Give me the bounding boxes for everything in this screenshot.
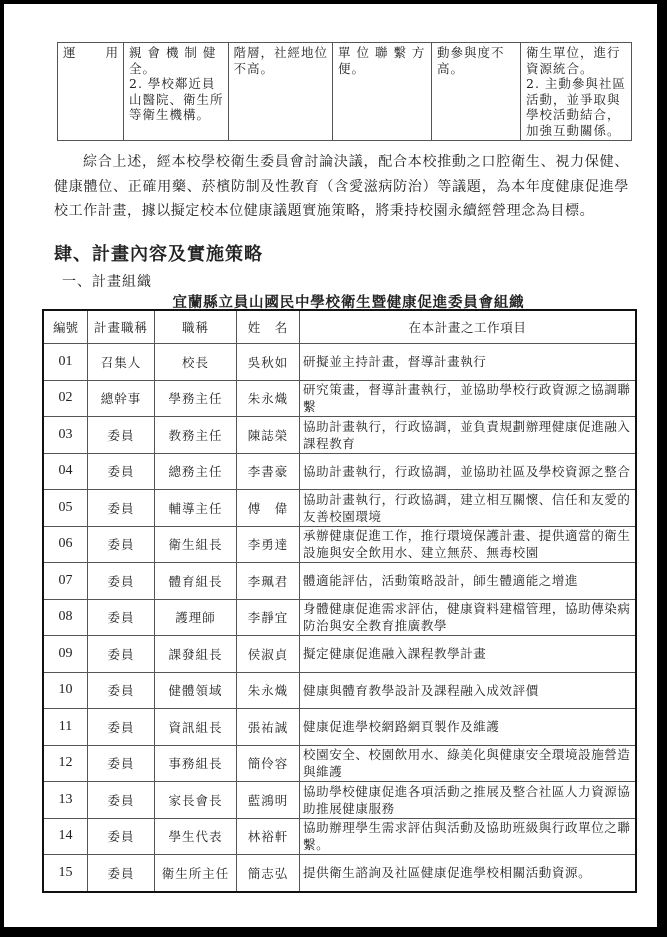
continuation-row [58, 43, 632, 141]
cell-line: 高。 [437, 60, 465, 76]
cell-line: 動參與度不 [437, 45, 505, 60]
row-name: 朱永熾 [237, 380, 300, 417]
row-plan-title: 委員 [88, 417, 155, 454]
row-name: 李靜宜 [237, 599, 300, 636]
cell-line: 便。 [338, 60, 366, 76]
cell-line: 資源統合。 [526, 60, 594, 76]
header-job-title: 職稱 [155, 310, 237, 344]
section-heading: 肆、計畫內容及實施策略 [54, 244, 263, 265]
row-name: 簡志弘 [237, 855, 300, 892]
cell-line: 加強互動關係。 [526, 122, 621, 138]
row-number: 13 [43, 782, 88, 819]
row-work-items: 提供衛生諮詢及社區健康促進學校相關活動資源。 [300, 855, 637, 892]
table-row [43, 344, 636, 381]
row-name: 朱永熾 [237, 672, 300, 709]
row-job-title: 家長會長 [155, 782, 237, 819]
row-work-items: 體適能評估，活動策略設計，師生體適能之增進 [300, 563, 637, 600]
row-work-items: 協助計畫執行，行政協調，建立相互關懷、信任和友愛的友善校園環境 [300, 490, 637, 527]
row-number: 04 [43, 453, 88, 490]
row-plan-title: 委員 [88, 672, 155, 709]
row-job-title: 事務組長 [155, 745, 237, 782]
row-name: 李勇達 [237, 526, 300, 563]
cell-line: 不高。 [233, 60, 275, 76]
table-row [43, 417, 636, 454]
row-job-title: 資訊組長 [155, 709, 237, 746]
row-job-title: 衛生所主任 [155, 855, 237, 892]
row-job-title: 課發組長 [155, 636, 237, 673]
row-work-items: 研究策畫，督導計畫執行，並協助學校行政資源之協調聯繫 [300, 380, 637, 417]
row-name: 藍鴻明 [237, 782, 300, 819]
table-row [43, 709, 636, 746]
row-job-title: 總務主任 [155, 453, 237, 490]
table-row [43, 380, 636, 417]
cell-line: 活動，並爭取與 [526, 91, 621, 107]
continuation-cell [228, 43, 333, 141]
cell-line: 等衛生機構。 [129, 107, 211, 122]
continuation-cell [333, 43, 432, 141]
row-work-items: 校園安全、校園飲用水、綠美化與健康安全環境設施營造與維護 [300, 745, 637, 782]
row-job-title: 護理師 [155, 599, 237, 636]
row-plan-title: 召集人 [88, 344, 155, 381]
row-number: 06 [43, 526, 88, 563]
cell-line: 運 用 [63, 45, 119, 60]
row-plan-title: 委員 [88, 636, 155, 673]
row-job-title: 體育組長 [155, 563, 237, 600]
table-row [43, 490, 636, 527]
table-row [43, 453, 636, 490]
row-number: 14 [43, 818, 88, 855]
continuation-table [57, 42, 632, 141]
row-plan-title: 委員 [88, 782, 155, 819]
cell-line: 單 位 聯 繫 方 [338, 45, 426, 60]
continuation-cell [521, 43, 632, 141]
cell-line: 2. 主動參與社區 [526, 76, 626, 91]
table-row [43, 563, 636, 600]
row-name: 李書豪 [237, 453, 300, 490]
row-plan-title: 總幹事 [88, 380, 155, 417]
row-number: 08 [43, 599, 88, 636]
row-work-items: 承辦健康促進工作，推行環境保護計畫、提供適當的衛生設施與安全飲用水、建立無菸、無毒校園 [300, 526, 637, 563]
committee-table [42, 309, 637, 893]
row-work-items: 協助計畫執行，行政協調，並負責規劃辦理健康促進融入課程教育 [300, 417, 637, 454]
table-row [43, 818, 636, 855]
table-row [43, 745, 636, 782]
row-name: 侯淑貞 [237, 636, 300, 673]
row-plan-title: 委員 [88, 490, 155, 527]
row-number: 10 [43, 672, 88, 709]
row-number: 11 [43, 709, 88, 746]
row-plan-title: 委員 [88, 526, 155, 563]
sub-heading: 一、計畫組織 [62, 274, 152, 290]
row-job-title: 學務主任 [155, 380, 237, 417]
header-name: 姓 名 [237, 310, 300, 344]
row-work-items: 健康促進學校網路網頁製作及維護 [300, 709, 637, 746]
row-name: 陳誌榮 [237, 417, 300, 454]
continuation-cell [124, 43, 229, 141]
row-job-title: 健體領域 [155, 672, 237, 709]
row-number: 07 [43, 563, 88, 600]
row-work-items: 協助辦理學生需求評估與活動及協助班級與行政單位之聯繫。 [300, 818, 637, 855]
row-work-items: 身體健康促進需求評估，健康資料建檔管理，協助傳染病防治與安全教育推廣教學 [300, 599, 637, 636]
table-caption: 宜蘭縣立員山國民中學校衛生暨健康促進委員會組織 [172, 294, 525, 311]
table-row [43, 672, 636, 709]
row-number: 12 [43, 745, 88, 782]
row-work-items: 協助計畫執行，行政協調，並協助社區及學校資源之整合 [300, 453, 637, 490]
row-number: 15 [43, 855, 88, 892]
summary-paragraph: 綜合上述，經本校學校衛生委員會討論決議，配合本校推動之口腔衛生、視力保健、健康體位、正確用藥、菸檳防制及性教育（含愛滋病防治）等議題，為本年度健康促進學校工作計畫，據以擬定校本位健康議題實施策略，將秉持校園永續經營理念為目標。 [54, 154, 629, 219]
row-work-items: 擬定健康促進融入課程教學計畫 [300, 636, 637, 673]
continuation-cell [432, 43, 521, 141]
row-work-items: 協助學校健康促進各項活動之推展及整合社區人力資源協助推展健康服務 [300, 782, 637, 819]
row-plan-title: 委員 [88, 709, 155, 746]
cell-line: 親 會 機 制 健 [129, 45, 217, 60]
row-work-items: 健康與體育教學設計及課程融入成效評價 [300, 672, 637, 709]
row-name: 林裕軒 [237, 818, 300, 855]
row-number: 05 [43, 490, 88, 527]
row-number: 09 [43, 636, 88, 673]
row-plan-title: 委員 [88, 818, 155, 855]
cell-line: 衛生單位，進行 [526, 45, 621, 60]
row-name: 李珮君 [237, 563, 300, 600]
row-job-title: 校長 [155, 344, 237, 381]
row-plan-title: 委員 [88, 563, 155, 600]
row-job-title: 教務主任 [155, 417, 237, 454]
row-number: 02 [43, 380, 88, 417]
header-number: 編號 [43, 310, 88, 344]
row-number: 01 [43, 344, 88, 381]
row-plan-title: 委員 [88, 745, 155, 782]
row-name: 簡伶容 [237, 745, 300, 782]
row-name: 張祐誠 [237, 709, 300, 746]
row-name: 傅 偉 [237, 490, 300, 527]
table-row [43, 636, 636, 673]
table-row [43, 855, 636, 892]
table-header-row [43, 310, 636, 344]
row-job-title: 輔導主任 [155, 490, 237, 527]
row-job-title: 衛生組長 [155, 526, 237, 563]
row-job-title: 學生代表 [155, 818, 237, 855]
table-row [43, 526, 636, 563]
row-number: 03 [43, 417, 88, 454]
cell-line: 2. 學校鄰近員 [129, 76, 216, 91]
row-plan-title: 委員 [88, 855, 155, 892]
cell-line: 學校活動結合， [526, 107, 621, 122]
row-name: 吳秋如 [237, 344, 300, 381]
header-plan-title: 計畫職稱 [88, 310, 155, 344]
table-row [43, 599, 636, 636]
header-work-items: 在本計畫之工作項目 [300, 310, 637, 344]
row-plan-title: 委員 [88, 599, 155, 636]
row-plan-title: 委員 [88, 453, 155, 490]
cell-line: 山醫院、衛生所 [129, 91, 224, 107]
cell-line: 階層，社經地位 [233, 45, 329, 60]
continuation-cell [58, 43, 124, 141]
document-page [4, 4, 657, 927]
table-row [43, 782, 636, 819]
row-work-items: 研擬並主持計畫，督導計畫執行 [300, 344, 637, 381]
cell-line: 全。 [129, 60, 157, 76]
